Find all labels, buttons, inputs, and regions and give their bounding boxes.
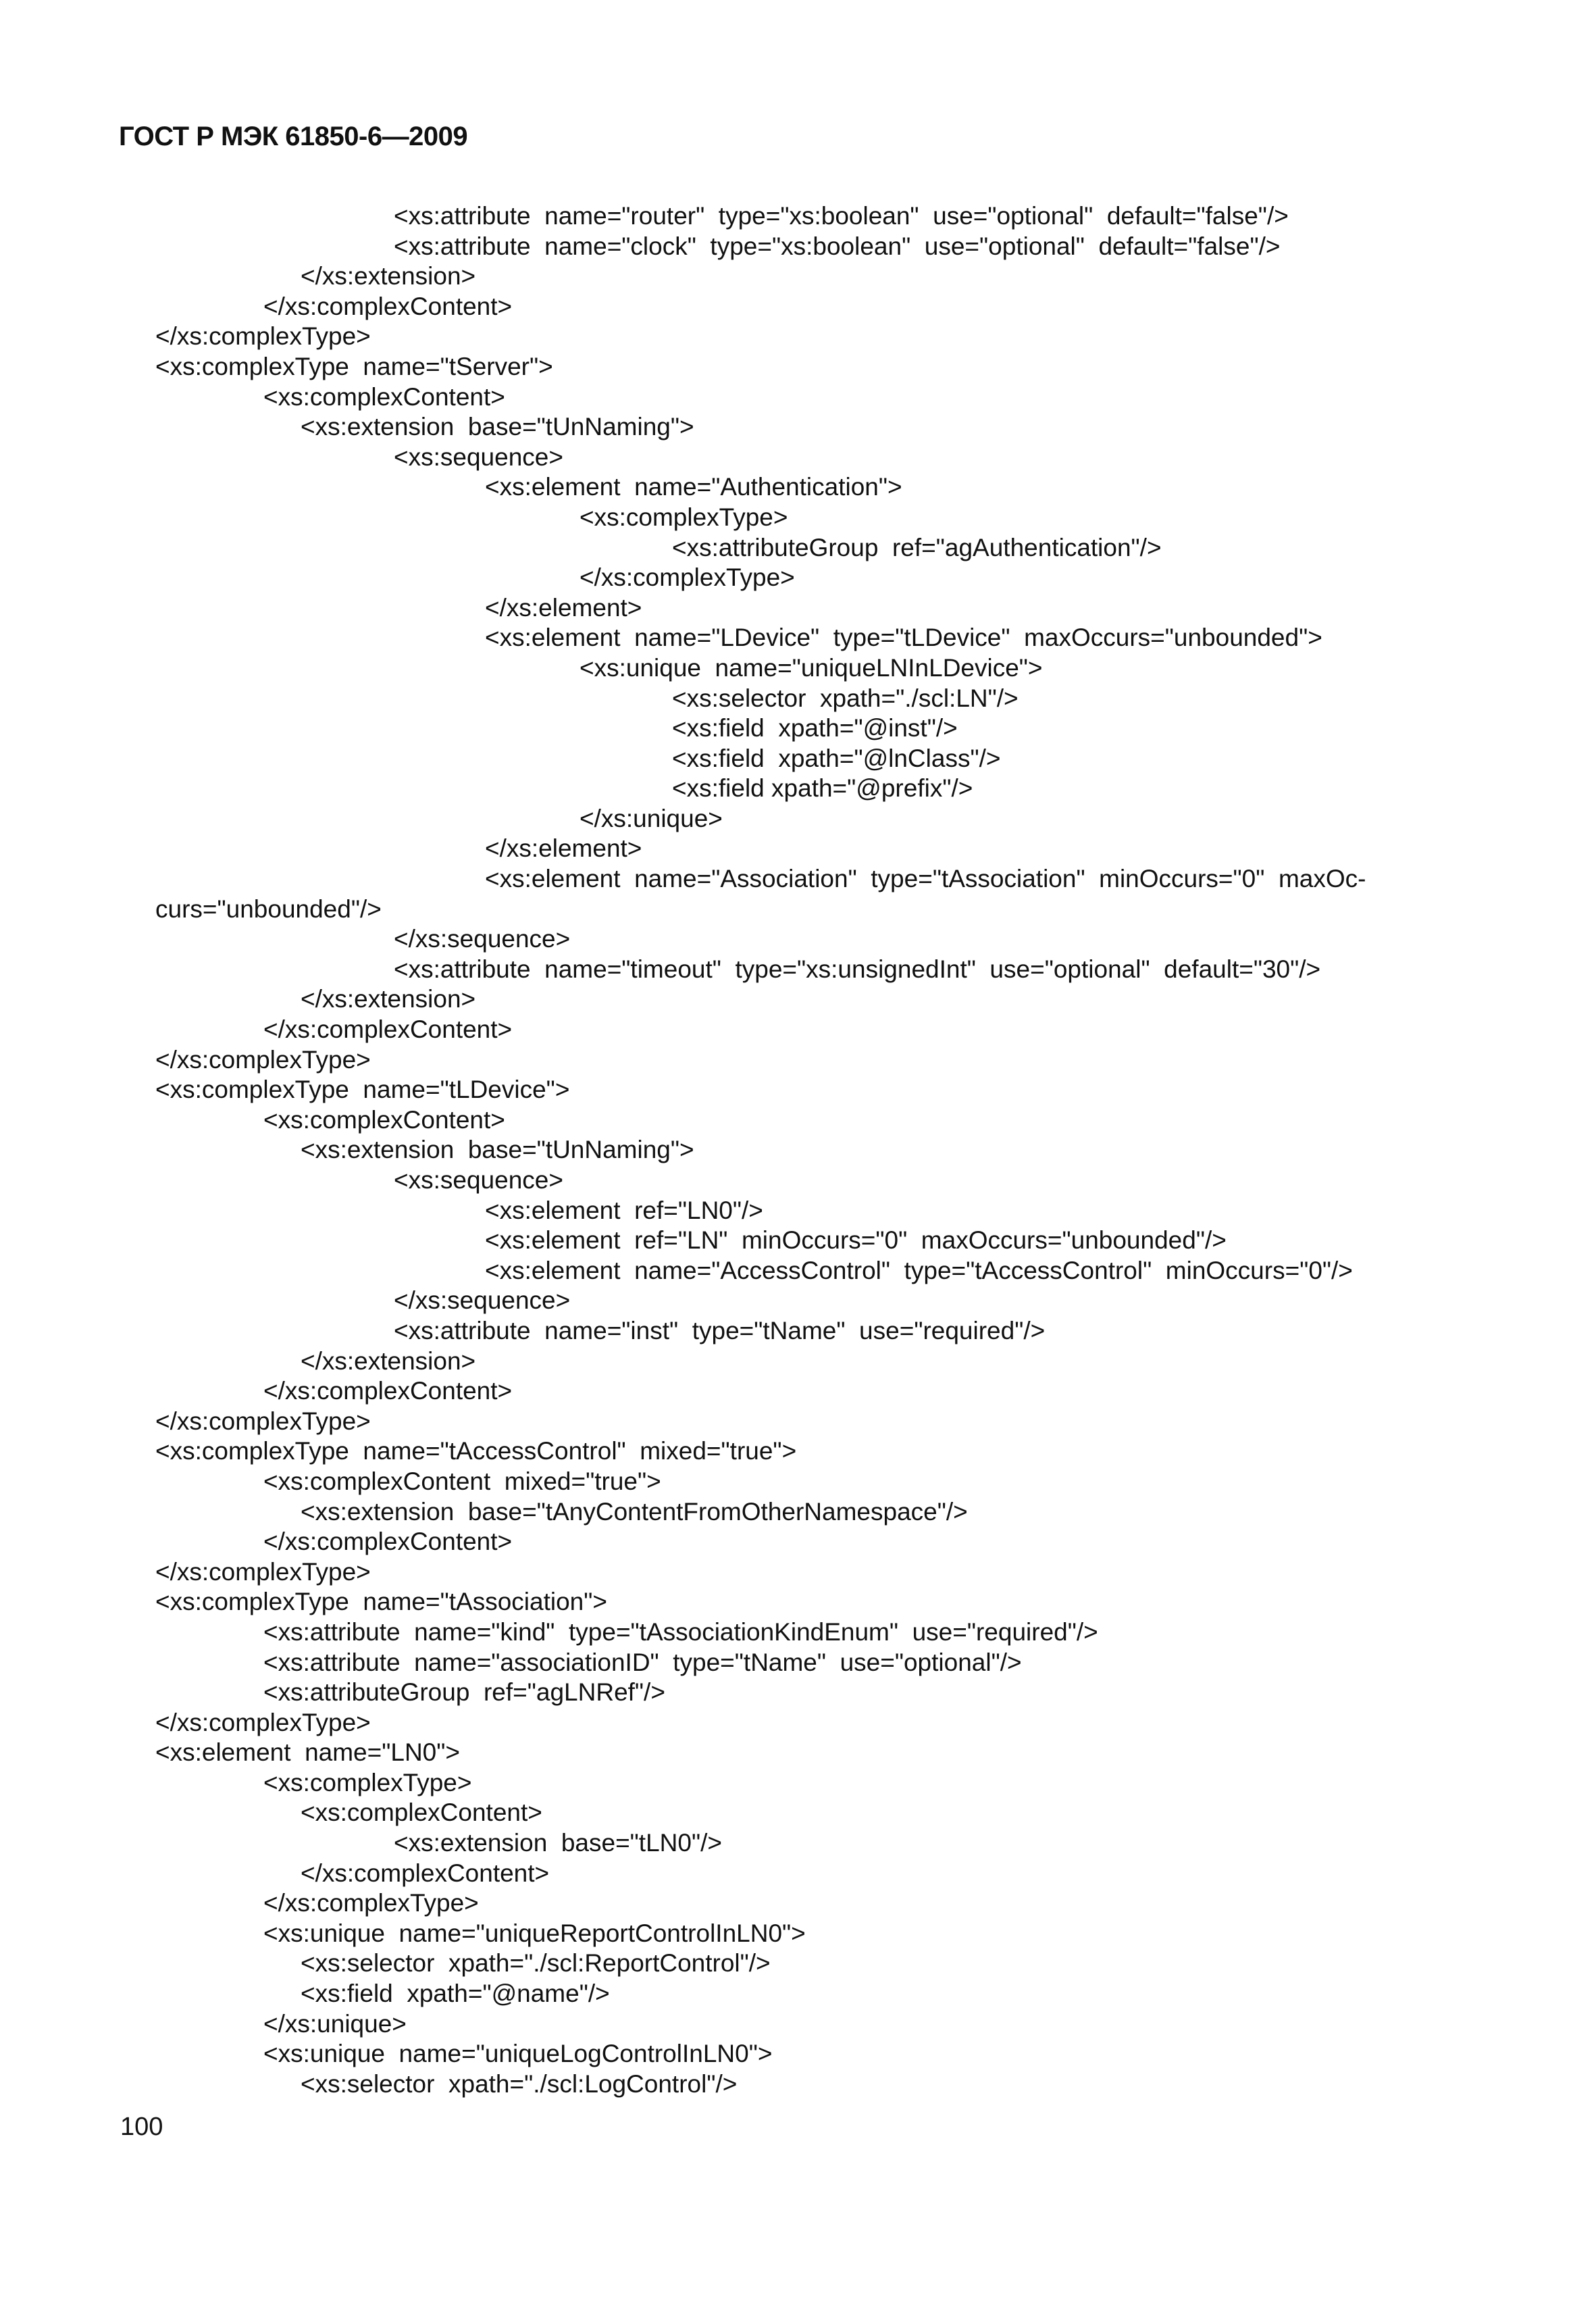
page-number: 100: [120, 2113, 163, 2141]
code-line: <xs:attributeGroup ref="agAuthentication"/>: [672, 533, 1162, 561]
code-line: <xs:extension base="tAnyContentFromOtherNamespace"/>: [301, 1497, 968, 1526]
code-line: </xs:sequence>: [394, 1286, 571, 1315]
code-line: </xs:complexContent>: [263, 1015, 513, 1044]
code-line: <xs:complexType>: [580, 503, 788, 531]
code-line: </xs:complexContent>: [263, 1377, 513, 1405]
code-line: </xs:sequence>: [394, 925, 571, 953]
code-line: <xs:sequence>: [394, 1166, 563, 1194]
code-line: <xs:field xpath="@prefix"/>: [672, 774, 973, 803]
code-line: <xs:extension base="tUnNaming">: [301, 413, 694, 441]
code-line: <xs:element name="AccessControl" type="tAccessControl" minOccurs="0"/>: [485, 1256, 1353, 1284]
code-line: </xs:complexType>: [263, 1889, 479, 1917]
code-line: <xs:complexContent>: [301, 1799, 542, 1827]
code-line: <xs:complexType name="tAccessControl" mixed="true">: [155, 1437, 797, 1465]
code-line: <xs:attribute name="timeout" type="xs:unsignedInt" use="optional" default="30"/>: [394, 955, 1321, 983]
code-line: </xs:extension>: [301, 985, 476, 1013]
code-line: </xs:unique>: [580, 804, 723, 832]
code-line: </xs:complexType>: [155, 1557, 371, 1586]
code-line: <xs:complexContent>: [263, 382, 505, 411]
code-line: <xs:complexType name="tServer">: [155, 352, 553, 380]
code-line: <xs:complexType name="tLDevice">: [155, 1076, 570, 1104]
code-line: <xs:field xpath="@name"/>: [301, 1980, 610, 2008]
code-line: </xs:extension>: [301, 1347, 476, 1375]
document-header: ГОСТ Р МЭК 61850-6—2009: [119, 122, 468, 151]
code-line: curs="unbounded"/>: [155, 895, 382, 923]
code-line: <xs:attribute name="kind" type="tAssociationKindEnum" use="required"/>: [263, 1617, 1098, 1646]
code-line: <xs:attribute name="inst" type="tName" use="required"/>: [394, 1316, 1046, 1344]
code-line: </xs:complexContent>: [263, 292, 513, 320]
code-line: </xs:complexType>: [580, 563, 795, 592]
code-line: </xs:complexContent>: [263, 1528, 513, 1556]
code-line: </xs:extension>: [301, 262, 476, 291]
code-line: </xs:unique>: [263, 2009, 407, 2038]
code-line: <xs:attribute name="router" type="xs:boolean" use="optional" default="false"/>: [394, 202, 1289, 230]
code-line: </xs:element>: [485, 834, 642, 863]
code-line: </xs:complexType>: [155, 1045, 371, 1074]
code-line: <xs:attributeGroup ref="agLNRef"/>: [263, 1678, 665, 1707]
code-line: <xs:element ref="LN" minOccurs="0" maxOccurs="unbounded"/>: [485, 1226, 1227, 1255]
code-line: <xs:element name="Association" type="tAssociation" minOccurs="0" maxOc-: [485, 865, 1366, 893]
code-line: <xs:extension base="tLN0"/>: [394, 1829, 722, 1857]
code-line: <xs:selector xpath="./scl:ReportControl"/>: [301, 1949, 771, 1978]
code-line: <xs:complexContent>: [263, 1105, 505, 1134]
code-line: <xs:attribute name="associationID" type="tName" use="optional"/>: [263, 1648, 1022, 1676]
code-line: <xs:element name="Authentication">: [485, 473, 902, 501]
code-line: <xs:field xpath="@lnClass"/>: [672, 744, 1001, 772]
code-line: <xs:unique name="uniqueReportControlInLN0">: [263, 1919, 806, 1947]
code-line: <xs:complexType name="tAssociation">: [155, 1588, 607, 1616]
code-line: </xs:complexType>: [155, 322, 371, 351]
code-line: <xs:extension base="tUnNaming">: [301, 1136, 694, 1164]
code-line: </xs:complexType>: [155, 1407, 371, 1435]
code-line: <xs:selector xpath="./scl:LogControl"/>: [301, 2069, 738, 2098]
code-line: </xs:complexContent>: [301, 1859, 550, 1887]
code-line: <xs:complexType>: [263, 1768, 472, 1796]
code-line: <xs:unique name="uniqueLogControlInLN0">: [263, 2040, 773, 2068]
code-line: <xs:attribute name="clock" type="xs:boolean" use="optional" default="false"/>: [394, 232, 1281, 260]
code-line: <xs:complexContent mixed="true">: [263, 1467, 661, 1495]
xml-schema-listing: [0, 201, 1596, 2099]
code-line: <xs:element name="LDevice" type="tLDevice" maxOccurs="unbounded">: [485, 624, 1322, 652]
code-line: </xs:element>: [485, 593, 642, 622]
code-line: <xs:unique name="uniqueLNInLDevice">: [580, 653, 1043, 682]
code-line: <xs:selector xpath="./scl:LN"/>: [672, 684, 1019, 712]
code-line: </xs:complexType>: [155, 1708, 371, 1736]
code-line: <xs:element ref="LN0"/>: [485, 1196, 763, 1224]
code-line: <xs:field xpath="@inst"/>: [672, 714, 958, 743]
code-line: <xs:element name="LN0">: [155, 1738, 460, 1767]
code-line: <xs:sequence>: [394, 443, 563, 471]
